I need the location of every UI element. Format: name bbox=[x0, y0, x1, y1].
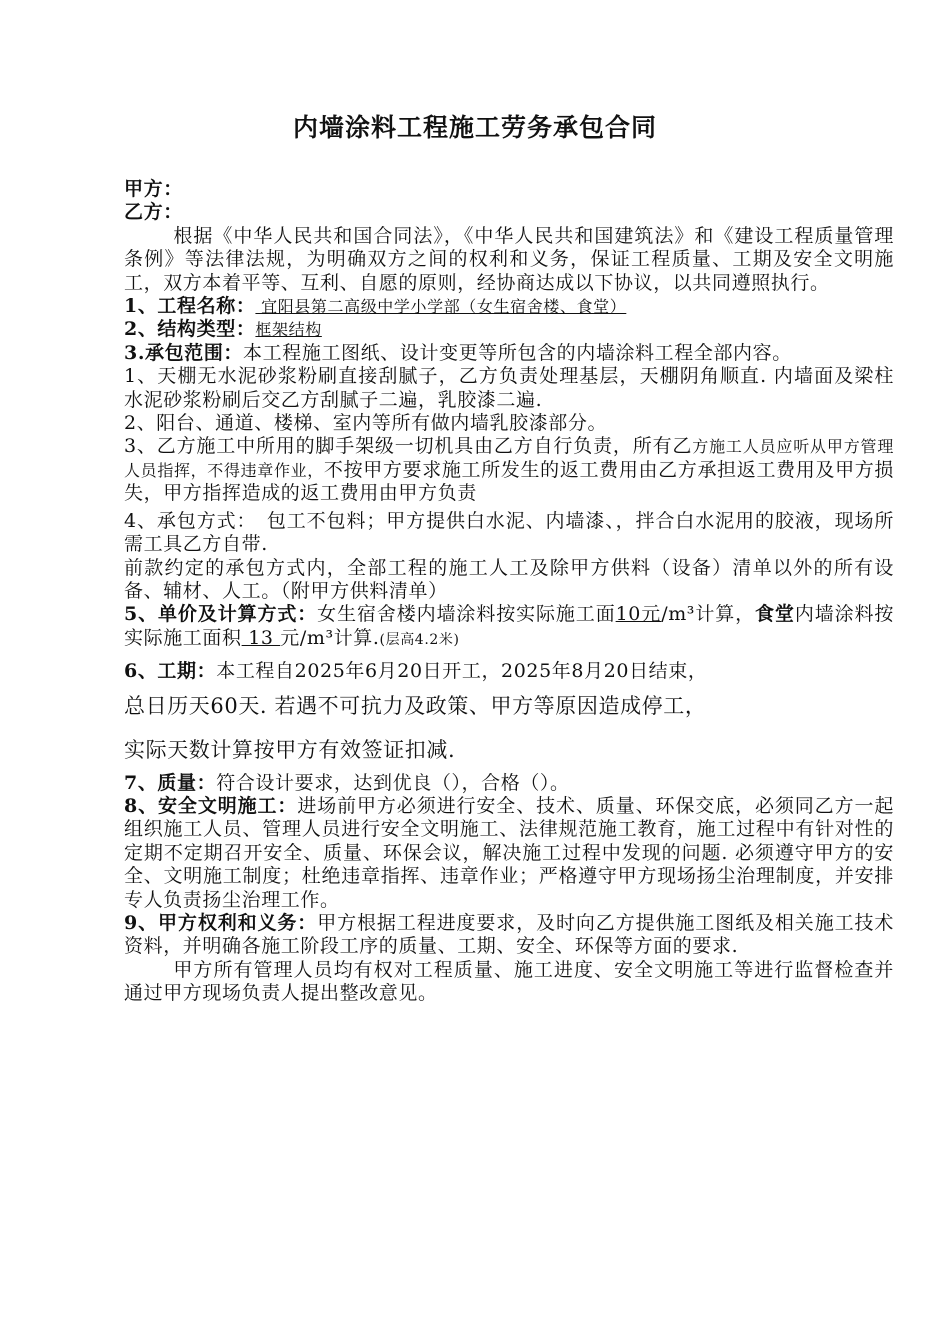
structure-type-value: 框架结构 bbox=[255, 320, 322, 340]
scope-item-4: 4、承包方式： 包工不包料；甲方提供白水泥、内墙漆、，拌合白水泥用的胶液，现场所需工具乙方自带. bbox=[124, 509, 894, 556]
preamble-paragraph: 根据《中华人民共和国合同法》，《中华人民共和国建筑法》和《建设工程质量管理条例》等法律法规，为明确双方之间的权利和义务，保证工程质量、工期及安全文明施工，双方本着平等、互利、自愿的原则，经协商达成以下协议，以共同遵照执行。 bbox=[124, 224, 894, 294]
section-1-project-name bbox=[124, 295, 894, 318]
section-6-label: 6、工期： bbox=[124, 660, 217, 683]
section-9-text: 甲方根据工程进度要求，及时向乙方提供施工图纸及相关施工技术资料，并明确各施工阶段工序的质量、工期、安全、环保等方面的要求. bbox=[124, 911, 894, 958]
section-9-party-a-rights bbox=[124, 912, 894, 959]
project-name-value: 宜阳县第二高级中学小学部（女生宿舍楼、食堂） bbox=[255, 297, 627, 317]
scope-item-2: 2、阳台、通道、楼梯、室内等所有做内墙乳胶漆部分。 bbox=[124, 412, 608, 435]
section-8-label: 8、安全文明施工： bbox=[124, 794, 298, 817]
party-a-label: 甲方： bbox=[124, 178, 183, 200]
section-5-pricing bbox=[124, 603, 894, 652]
section-2-label: 2、结构类型： bbox=[124, 318, 256, 341]
section-6-duration bbox=[124, 660, 894, 683]
section-3-label: 3.承包范围： bbox=[124, 341, 244, 364]
canteen-unit-price: 13 bbox=[241, 626, 281, 649]
dormitory-unit-price: 10元 bbox=[615, 603, 662, 626]
section-6-text-1: 本工程自2025年6月20日开工，2025年8月20日结束， bbox=[216, 660, 708, 683]
scope-item-3-part-c: 不按甲方要求施工所发生的返工费用由乙方承担返工费用及甲方损失，甲方指挥造成的返工费用由甲方负责 bbox=[124, 458, 894, 505]
document-body bbox=[124, 178, 894, 1006]
scope-item-3-part-a: 3、乙方施工中所用的脚手架级一切机具由乙方自行负责，所有乙 bbox=[124, 435, 693, 458]
section-1-label: 1、工程名称： bbox=[124, 295, 256, 318]
section-6-line-3: 实际天数计算按甲方有效签证扣减. bbox=[124, 737, 456, 762]
section-3-text: 本工程施工图纸、设计变更等所包含的内墙涂料工程全部内容。 bbox=[243, 341, 792, 364]
section-7-text: 符合设计要求，达到优良（），合格（）。 bbox=[216, 771, 570, 794]
document-title: 内墙涂料工程施工劳务承包合同 bbox=[292, 113, 657, 142]
section-5-text-3: 内墙涂料按实际施工面积 bbox=[124, 603, 894, 649]
section-6-line-2: 总日历天60天. 若遇不可抗力及政策、甲方等原因造成停工， bbox=[124, 693, 707, 718]
section-5-text-1: 女生宿舍楼内墙涂料按实际施工面 bbox=[317, 603, 616, 626]
section-5-text-4: 元/m³计算. bbox=[280, 626, 380, 649]
section-5-text-2: /m³计算， bbox=[661, 603, 756, 626]
scope-item-1: 1、天棚无水泥砂浆粉刷直接刮腻子，乙方负责处理基层，天棚阴角顺直. 内墙面及梁柱水泥砂浆粉刷后交乙方刮腻子二遍，乳胶漆二遍. bbox=[124, 365, 894, 411]
party-b-label: 乙方： bbox=[124, 201, 183, 224]
section-7-label: 7、质量： bbox=[124, 771, 217, 794]
section-2-structure-type bbox=[124, 318, 894, 341]
scope-item-3 bbox=[124, 435, 894, 505]
section-5-label: 5、单价及计算方式： bbox=[124, 603, 318, 626]
section-8-text: 进场前甲方必须进行安全、技术、质量、环保交底，必须同乙方一起组织施工人员、管理人员进行安全文明施工、法律规范施工教育，施工过程中有针对性的定期不定期召开安全、质量、环保会议，解决施工过程中发现的问题. 必须遵守甲方的安全、文明施工制度；杜绝违章指挥、违章作业；严格遵守甲方现场扬尘治理制度，并安排专人负责扬尘治理工作。 bbox=[124, 794, 894, 911]
floor-height-note: (层高4.2米) bbox=[379, 631, 460, 648]
section-7-quality bbox=[124, 772, 894, 795]
section-9-paragraph-2: 甲方所有管理人员均有权对工程质量、施工进度、安全文明施工等进行监督检查并通过甲方现场负责人提出整改意见。 bbox=[124, 958, 894, 1005]
section-8-safety bbox=[124, 795, 894, 912]
scope-item-3-part-b: 方施工人员应听从甲方管理人员指挥，不得违章作业， bbox=[124, 437, 894, 480]
section-3-scope bbox=[124, 342, 894, 365]
section-9-label: 9、甲方权利和义务： bbox=[124, 911, 318, 934]
section-5-canteen-label: 食堂 bbox=[755, 603, 795, 626]
scope-item-4-continued: 前款约定的承包方式内，全部工程的施工人工及除甲方供料（设备）清单以外的所有设备、辅材、人工。（附甲方供料清单） bbox=[124, 556, 894, 602]
